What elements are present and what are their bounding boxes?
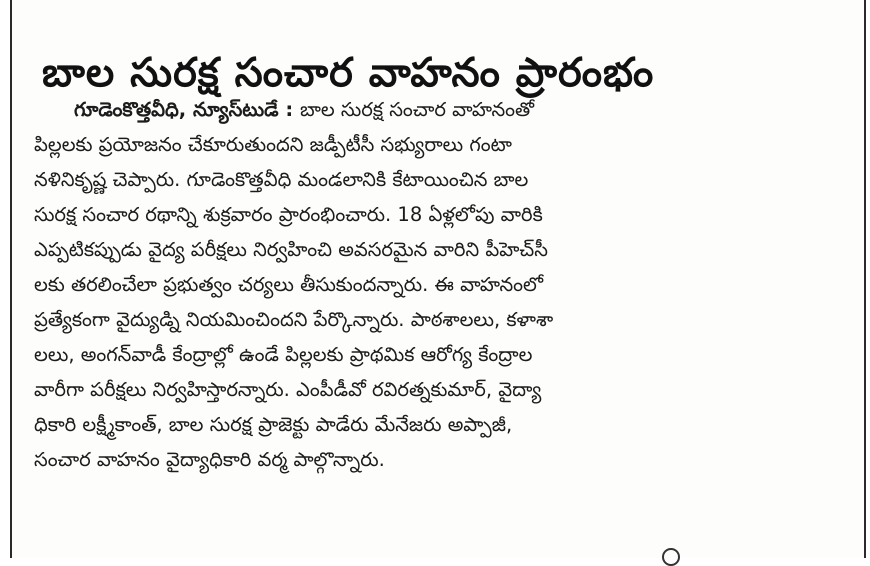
article-body	[34, 92, 852, 477]
article-line-7: ప్రత్యేకంగా వైద్యుడ్ని నియమించిందని పేర్కొన్నారు. పాఠశాలలు, కళాశా	[34, 308, 554, 331]
article-line-11: సంచార వాహనం వైద్యాధికారి వర్మ పాల్గొన్నారు.	[34, 448, 385, 471]
next-article-fragment	[662, 548, 680, 566]
news-clipping	[10, 0, 866, 558]
article-line-1	[34, 92, 852, 127]
article-line-text: బాల సురక్ష సంచార వాహనంతో	[299, 98, 535, 121]
article-line-4: సురక్ష సంచార రథాన్ని శుక్రవారం ప్రారంభించారు. 18 ఏళ్లలోపు వారికి	[34, 203, 543, 226]
article-line-9: వారీగా పరీక్షలు నిర్వహిస్తారన్నారు. ఎంపీడీవో రవిరత్నకుమార్, వైద్యా	[34, 378, 542, 401]
article-line-8: లలు, అంగన్‌వాడీ కేంద్రాల్లో ఉండే పిల్లలకు ప్రాథమిక ఆరోగ్య కేంద్రాల	[34, 343, 533, 366]
article-line-10: ధికారి లక్ష్మీకాంత్, బాల సురక్ష ప్రాజెక్టు పాడేరు మేనేజరు అప్పాజీ,	[34, 413, 513, 436]
article-line-2: పిల్లలకు ప్రయోజనం చేకూరుతుందని జడ్పీటీసీ సభ్యురాలు గంటా	[34, 133, 512, 156]
headline: బాల సురక్ష సంచార వాహనం ప్రారంభం	[42, 49, 655, 96]
article-line-3: నళినికృష్ణ చెప్పారు. గూడెంకొత్తవీధి మండలానికి కేటాయించిన బాల	[34, 168, 529, 191]
dateline: గూడెంకొత్తవీధి, న్యూస్‌టుడే	[74, 98, 279, 121]
article-line-5: ఎప్పటికప్పుడు వైద్య పరీక్షలు నిర్వహించి అవసరమైన వారిని పీహెచ్‌సీ	[34, 238, 548, 261]
dateline-separator: :	[278, 98, 300, 121]
article-line-6: లకు తరలించేలా ప్రభుత్వం చర్యలు తీసుకుందన్నారు. ఈ వాహనంలో	[34, 273, 544, 296]
